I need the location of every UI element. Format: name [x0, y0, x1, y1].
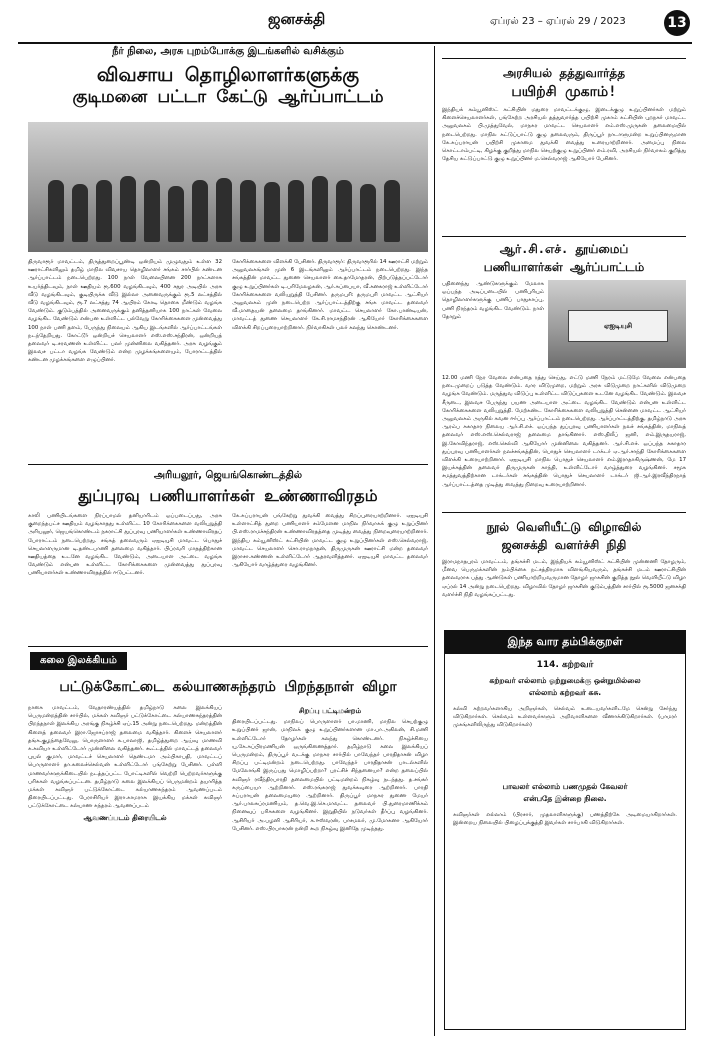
- story-farm-workers: [28, 46, 428, 108]
- story3-column2: [232, 704, 428, 1034]
- divider: [28, 464, 428, 465]
- kural-line2: எல்லாம் கற்றவர் கசு.: [528, 688, 602, 697]
- story2-column2: கே.சுப்பராயன் பங்கேற்று துவக்கி வைத்து சிறப்புரையாற்றினார். ஏஐடியுசி உள்ளாட்சித் துறை பணியாளர் சம்மேளன மாநில நிர்வாகக் குழு உறுப்பினர் பி.எஸ்.ராமச்சந்திரன் உண்ணாவிரதத்தை முடித்து வைத்து நிறைவுரையாற்றினார். இந்திய கம்யூனிஸ்ட் கட்சியின் மாவட்ட குழு உறுப்பினர்கள் எஸ்.செல்வராஜ், மாவட்ட செயலாளர் சொ.ராமநாதன், திருமுருகன் ஊராட்சி மன்ற தலைவர் இராசா.கண்ணன் உள்ளிட்டோர் ஆதரவளித்தனர். ஏஐடியுசி மாவட்ட தலைவர் ஆகியோர் வாழ்த்துரை வழங்கினர்.: [232, 513, 428, 569]
- story1-photo: [28, 122, 428, 252]
- protest-banner: ஏஐடியுசி: [568, 310, 668, 342]
- kural-line4: என்பதே இன்றை நிலை.: [523, 794, 607, 803]
- divider: [28, 646, 428, 647]
- story1-headline-line1: விவசாய தொழிலாளர்களுக்கு: [96, 64, 360, 86]
- section-tag: கலை இலக்கியம்: [30, 652, 127, 670]
- issue-date: ஏப்ரல் 23 – ஏப்ரல் 29 / 2023: [490, 16, 626, 27]
- story2-kicker: அரியலூர், ஜெயங்கொண்டத்தில்: [153, 470, 303, 481]
- newspaper-page: [18, 0, 692, 1049]
- kural-explanation1: கல்வி கற்றவர்களாகிய அறிஞர்கள், செல்வம் உடையவர்களிடமே சென்று சேர்ந்து விடுகிறார்கள். செல்வம் உள்ளவர்களும் அறிவாளிகளை வீணாக்கிடுகிறார்கள். (பாமரர் முகங்களிலிருந்து விடுகிறார்கள்): [453, 706, 677, 729]
- kural-number: 114. கற்றவர்: [536, 660, 594, 670]
- right3-headline-line1: நூல் வெளியீட்டு விழாவில்: [486, 520, 642, 534]
- page-number: 13: [664, 10, 690, 36]
- story3-column1: [28, 704, 222, 1034]
- right3-text: இராமநாதபுரம் மாவட்டம், தங்கச்சி மடம், இந்தியக் கம்யூனிஸ்ட் கட்சியின் முன்னணி தோழரும், மீனவ பெருமக்களின் நம்பிக்கை நட்சத்திரமாக விளங்கியவரும், தங்கச்சி மடம் ஊராட்சியின் தலைவராக பத்து ஆண்டுகள் பணியாற்றியவருமான தோழர் ஜாகசின் குறித்த நூல் வெளியீட்டு விழா ஏப்ரல் 14 அன்று நடைபெற்றது. விழாவில் தோழர் ஜாகசின் குடும்பத்தின் சார்பில் ரூ.5000 ஜனசக்தி வளர்ச்சி நிதி வழங்கப்பட்டது.: [442, 559, 686, 598]
- right1-headline-line1: அரசியல் தத்துவார்த்த: [502, 66, 626, 80]
- story1-headline-line2: குடிமனை பட்டா கேட்டு ஆர்ப்பாட்டம்: [72, 87, 384, 107]
- story3-subhead-debate: சிறப்பு பட்டிமன்றம்: [298, 707, 362, 715]
- divider: [442, 236, 686, 237]
- story3-col1-text: நாகை மாவட்டம், வேதாரண்யத்தில் தமிழ்நாடு கலை இலக்கியப் பெருமன்றத்தின் சார்பில், மக்கள் கவிஞர் பட்டுக்கோட்டை கல்யாணசுந்தரத்தின் பிறந்தநாள் இலக்கிய அரங்கு நிகழ்ச்சி ஏப்.15 அன்று நடைபெற்றது. மன்றத்தின் கிளைத் தலைவர் இரா.ஜோசப்ராஜ் தலைமை வகித்தார். கிளைச் செயலாளர் தங்க.குழந்தைவேலு, பொருளாளர் க.பாலாஜி, தமிழ்த்துறை ஆய்வு மாணவி க.கவியா உள்ளிட்டோர் முன்னிலை வகித்தனர். கூட்டத்தில் மாவட்டத் தலைவர் புயல் குமார், மாவட்டச் செயலாளர் தெண்டமா அம்பிகாபதி, மாவட்டப் பொருளாளர் தா.கலைச்செல்வன் உள்ளிட்டோர் பங்கேற்று பேசினர். பள்ளி மாணவர்களுக்கிடையில் நடத்தப்பட்ட போட்டிகளில் வெற்றி பெற்றவர்களுக்கு பரிசுகள் வழங்கப்பட்டன. தமிழ்நாடு கலை இலக்கியப் பெருமன்றம் தயாரித்த மக்கள் கவிஞர் பட்டுக்கோட்டை கல்யாணசுந்தரம் ஆவணப்படம் திரையிடப்பட்டது. பேராசிரியர் இரா.காமராசு இயக்கிய மக்கள் கவிஞர் பட்டுக்கோட்டை கல்யாண சுந்தரம் ஆவணப்படம்: [28, 705, 222, 810]
- story-rch-workers: [442, 240, 686, 276]
- right3-headline-line2: ஜனசக்தி வளர்ச்சி நிதி: [501, 538, 627, 552]
- story-book-release: [442, 518, 686, 616]
- right2-headline-line1: ஆர்.சி.எச். தூய்மைப்: [499, 242, 629, 256]
- story-political-camp: [442, 64, 686, 232]
- kural-title: இந்த வார தம்பிக்குறள்: [445, 631, 685, 654]
- story1-kicker: நீர் நிலை, அரசு புறம்போக்கு இடங்களில் வசிக்கும்: [112, 46, 344, 57]
- story2-column1: காலி பணியிடங்களை நிரப்பாமல் தனியாரிடம் ஒப்படைப்பது, அரசு குறைந்தபட்ச ஊதியம் வழங்காதது உள்ளிட்ட 10 கோரிக்கைகளை வலியுறுத்தி அரியலூர், ஜெயங்கொண்டம் நகராட்சி துப்புரவு பணியாளர்கள் உண்ணாவிரதப் போராட்டம் நடைபெற்றது. சங்கத் தலைவரும் ஏஐடியுசி மாவட்ட பொதுச் செயலாளருமான டி.தண்டபாணி தலைமை வகித்தார். பிப்ரவரி மாதத்திற்கான ஊதியத்தை உடனே வழங்கிட வேண்டும், அடையாள அட்டை வழங்க வேண்டும் என்பன உள்ளிட்ட கோரிக்கைகளை முன்வைத்து துப்புரவு பணியாளர்கள் உண்ணாவிரதத்தில் ஈடுபட்டனர்.: [28, 513, 222, 577]
- story3-headline: பட்டுக்கோட்டை கல்யாணசுந்தரம் பிறந்தநாள் விழா: [59, 679, 397, 695]
- right2-text: 12.00 மணி நேர வேலை என்பதை ரத்து செய்து, எட்டு மணி நேரம் மட்டுமே வேலை என்பதை நடைமுறைப் படுத்த வேண்டும். வார விடுமுறை, மற்றும் அரசு விடுமுறை நாட்களில் விடுமுறை வழங்க வேண்டும். மருத்துவ விடுப்பு உள்ளிட்ட விடுப்புகளை உடனே வழங்கிட வேண்டும். இலவச சீருடை, இலவச பேருந்து பயண அடையாள அட்டை வழங்கிட வேண்டும் என்பன உள்ளிட்ட கோரிக்கைகளை வலியுறுத்தி. மேற்கண்ட கோரிக்கைகளை வலியுறுத்தி சென்னை மாவட்ட ஆட்சியர் அலுவலகம் அருகில் கவன ஈர்ப்பு ஆர்ப்பாட்டம் நடைபெற்றது. ஆர்ப்பாட்டத்திற்கு, தமிழ்நாடு அரசு ஆரம்ப சுகாதார நிலைய ஆர்.சி.எச். ஒப்பந்த துப்புரவு பணியாளர்கள் நலச் சங்கத்தின், மாநிலத் தலைவர் எஸ்.எஸ்.செல்வராஜ் தலைமை தாங்கினார். எஸ்.திலீப் ஜனி, எம்.இருதயராஜ், இ.கோவிந்தராஜ், எஸ்.செல்வி ஆகியோர் முன்னிலை வகித்தனர். ஆர்.சி.எச். ஒப்பந்த சுகாதார துப்புரவு பணியாளர்கள் நலச்சங்கத்தின், பொதுச் செயலாளர் டாக்டர் ஏ.ஆர்.சாந்தி கோரிக்கைகளை விளக்கி உரையாற்றினார். ஏஐடியுசி மாநில பொதுச் செயலாளர் எம்.இராதாகிருஷ்ணன், மே 17 இயக்கத்தின் தலைவர் திருமுருகன் காந்தி, உள்ளிட்டோர் வாழ்த்துரை வழங்கினர். சமூக சமத்துவத்திற்கான டாக்டர்கள் சங்கத்தின் பொதுச் செயலாளர் டாக்டர் ஜி.ஆர்.இரவீந்திரநாத் ஆர்ப்பாட்டத்தை முடித்து வைத்து நிறைவு உரையாற்றினார்.: [442, 375, 686, 488]
- column-divider: [434, 46, 435, 1036]
- right1-headline-line2: பயிற்சி முகாம்!: [511, 84, 617, 100]
- kural-box: [444, 630, 686, 1030]
- right2-text-beside: பதினைந்து ஆண்டுகளுக்கும் மேலாக ஒப்பந்த அடிப்படையில் பணிபுரியும் தொழிலாளர்களுக்கு பணிப் பாதுகாப்பு, பணி நிரந்தரம் வழங்கிட வேண்டும். நாள் தோறும்: [442, 281, 544, 320]
- kural-line3: பாவலர் எல்லாம் பணமுதல் கேவலர்: [502, 782, 628, 791]
- right2-headline-line2: பணியாளர்கள் ஆர்ப்பாட்டம்: [483, 260, 645, 274]
- paper-name: ஜனசக்தி: [268, 10, 326, 28]
- story-poet-birthday: [28, 676, 428, 698]
- story3-subhead-documentary: ஆவணப்படம் திரையிடல்: [83, 813, 167, 822]
- kural-explanation2: கவிஞர்கள் எல்லாம் (பிரசார், முதலாளிகளுக்கு) பணத்திற்கே அடிமையாகிறார்கள். இன்றைய நிலையில் பிழைப்புக்குத்தி இவர்கள் சார்பாகி விடுகிறார்கள்.: [453, 812, 677, 827]
- kural-line1: கற்றவர் எல்லாம் ஓற்றுமைக்கு ஒன்றுமில்லை: [489, 676, 641, 685]
- right2-photo: [548, 280, 686, 368]
- story1-column2: கோரிக்கைகளை விளக்கி பேசினர். திருவாரூர்: திருவாரூரில் 14 ஊராட்சி மற்றும் அலுவலகங்கள் முன் 6 இடங்களிலும் ஆர்ப்பாட்டம் நடைபெற்றது. இந்த சங்கத்தின் மாவட்ட துணை செயலாளர் கை.தாமோதரன், பிற்படுத்தப்பட்டோர் குழு உறுப்பினர்கள் டி.பரிமேலழகன், ஆர்.சுப்பையா, வீ.கனகராஜ் உள்ளிட்டோர் கோரிக்கைகளை வலியுறுத்தி பேசினர். தருமபுரி: தருமபுரி மாவட்ட ஆட்சியர் அலுவலகம் முன் நடைபெற்ற ஆர்ப்பாட்டத்திற்கு சங்க மாவட்ட தலைவர் வீ.மாதையன் தலைமை தாங்கினார். மாவட்ட செயலாளர் கோ.பாண்டியன், மாவட்டத் துணை செயலாளர் கே.சி.ராமசந்திரன் ஆகியோர் கோரிக்கைகளை விளக்கி சிறப்புரையாற்றினார். நிர்வாகிகள் பலர் கலந்து கொண்டனர்.: [232, 259, 428, 331]
- divider: [442, 512, 686, 513]
- story-sanitation-fast: [28, 470, 428, 507]
- story1-column1: திருவாரூர் மாவட்டம், திருத்துறைப்பூண்டி ஒன்றியம் முழுவதும் உள்ள 32 ஊராட்சிகளிலும் தமிழ் மாநில விவசாய தொழிலாளர் சங்கம் சார்பில் கண்டன ஆர்ப்பாட்டம் நடைபெற்றது. 100 நாள் வேலையினை 200 நாட்களாக உயர்த்திடவும், நாள் ஊதியம் ரூ.600 வழங்கிடவும், 400 சதுர அடியில் அரசு வீடு வழங்கிடவும், குடியிருக்க வீடு இல்லா அனைவருக்கும் ரூ.5 லட்சத்தில் வீடு வழங்கிடவும், ரூ.7 லட்சத்து 74 ஆயிரம் கோடி தொகை மீண்டும் வழங்க வேண்டும். குடும்பத்தில் அனைவருக்கும் தனித்தனியாக 100 நாட்கள் வேலை வழங்கிட வேண்டும் என்பன உள்ளிட்ட பல்வேறு கோரிக்கைகளை முன்வைத்து 100 நாள் பணி தளம், பேருந்து நிலையம் ஆகிய இடங்களில் ஆர்ப்பாட்டங்கள் நடந்தேறியது. கோட்டூர் ஒன்றியச் செயலாளர் எஸ்.எஸ்.சந்திரன், ஒன்றியத் தலைவர் டி.சரவணன் உள்ளிட்ட பலர் முன்னிலை வகித்தனர். அரசு வழங்கும் இலவச பட்டா வழங்க வேண்டும் என்ற முழக்கங்களையும், போராட்டத்தில் கண்டன முழக்கங்களை எழுப்பினர்.: [28, 259, 222, 364]
- right1-text: இந்தியக் கம்யூனிஸ்ட் கட்சியின் மதுரை மாவட்டக்குழு, இடைக்குழு உறுப்பினர்கள் மற்றும் கிளைச்செயலாளர்கள், பங்கேற்ற அரசியல் தத்துவார்த்த பயிற்சி முகாம் கட்சியின் புறநகர் மாவட்ட அலுவலகம் பி.முத்துவேல், மாநகர மாவட்ட செயலாளர் எம்.எஸ்.முருகன் தலைமையில் நடைபெற்றது. மாநில கட்டுப்பாட்டு குழு தலைவரும், திருப்பூர் நாடாளுமன்ற உறுப்பினருமான கே.சுப்பராயன் பயிற்சி முகாமை துவக்கி வைத்து உரையாற்றினார். அமைப்பு நிலை கொட்டாம்பட்டி, கிழக்கு குறித்து மாநில செயற்குழு உறுப்பினர் எம்.ரவி, அரசியல் நிர்வாகம் குறித்து தேசிய கட்டுப்பாட்டு குழு உறுப்பினர் ம.செல்வராஜ் ஆகியோர் பேசினர்.: [442, 107, 686, 163]
- story3-col2-text: திரையிடப்பட்டது. மாநிலப் பொருளாளர் பா.மாணி, மாநில செயற்குழு உறுப்பினர் ஜான், மாநிலக் குழு உறுப்பினர்களான மா.பா.அகிலன், சி.மணி உள்ளிட்டோர் தோழர்கள் கலந்து கொண்டனர். நிகழ்ச்சியை யு.கே.சுப்பிரமணியன் ஒருங்கிணைத்தார். தமிழ்நாடு கலை இலக்கியப் பெருமன்றம், திருப்பூர் வடக்கு மாநகர சார்பில் பாவேந்தர் பாரதிதாசன் விழா சிறப்பு பட்டிமன்றம் நடைபெற்றது. பாவேந்தர் பாரதிதாசன் பாடல்களில் மேலோங்கி இருப்பது மொழிப்பற்றா? புரட்சிச் சிந்தனையா? என்ற தலைப்பில் கவிஞர் ரவீந்திரபாரதி தலைமையில் பட்டிமன்றம் நிகழ்வு நடந்தது. த.சங்கர் கருப்பையா ஆற்றினார். எஸ்.ரங்கராஜ் துவக்கவுரை ஆற்றினார். பாரதி சுப்பராயன் தலைமையுரை ஆற்றினார். திருப்பூர் மாநகர துணை மேயர் ஆர்.பாலசுப்ரமணியம், த.வெ.இ.செ.மாவட்ட தலைவர் பி.துரைமாணிக்கம் நினைவுப் பரிசுகளை வழங்கினர். இறுதியில் நடுவர்கள் தீர்ப்பு வழங்கினர். ஆசிரியர் அ.பழனி ஆசிரியர், க.ஈஸ்வரன், பாசமலர், மு.மோகனா ஆகியோர் பேசினர். எஸ்.பிரபாகரன் நன்றி கூற நிகழ்வு இனிதே முடிந்தது.: [232, 719, 428, 832]
- divider: [442, 58, 686, 60]
- story2-headline: துப்புரவு பணியாளர்கள் உண்ணாவிரதம்: [78, 486, 378, 505]
- page-header: [18, 6, 692, 44]
